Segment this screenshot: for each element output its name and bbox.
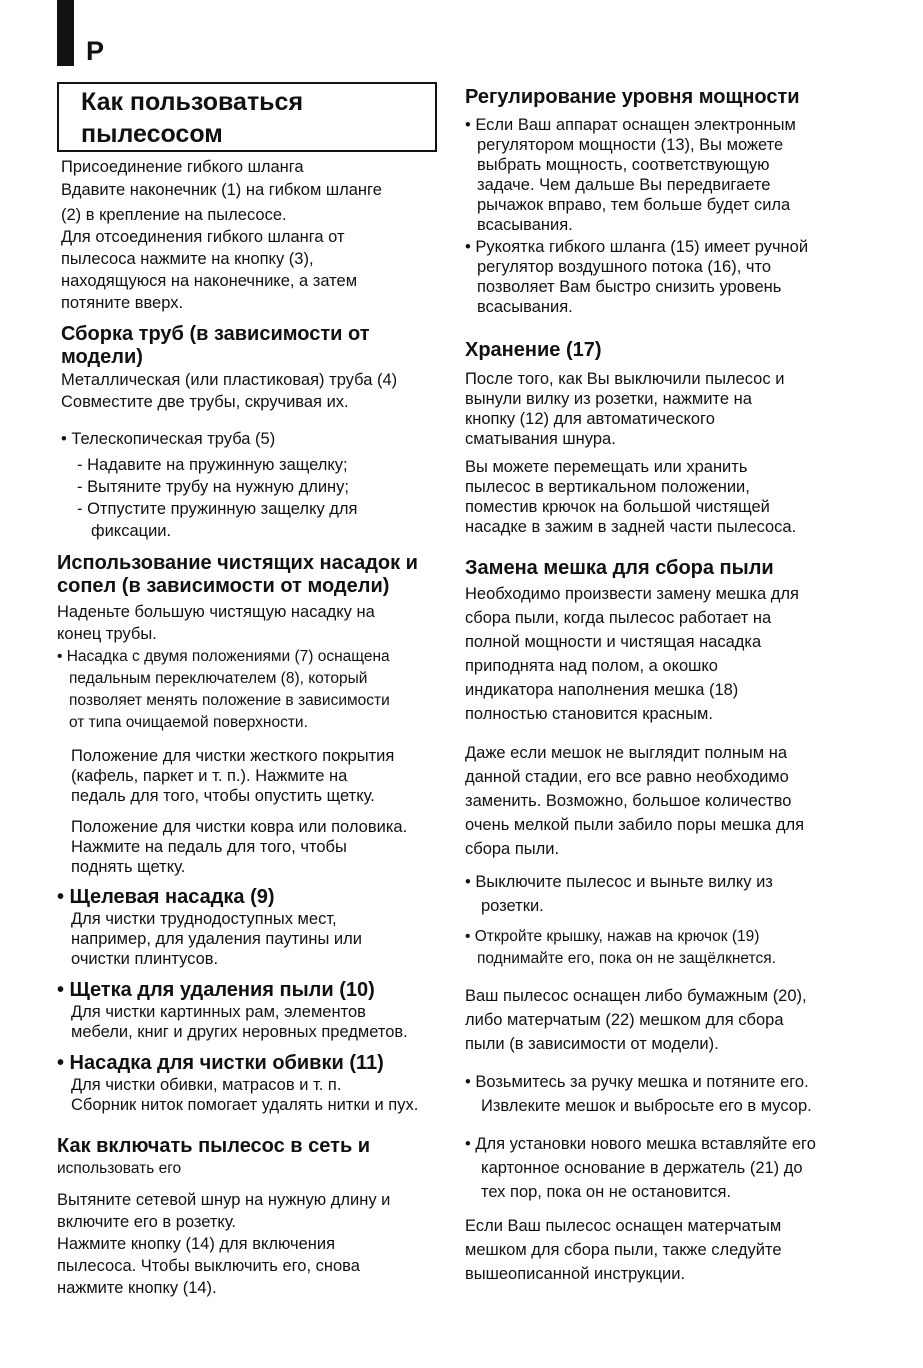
- tubes-text: Совместите две трубы, скручивая их.: [61, 393, 349, 411]
- plug-in-heading: Как включать пылесос в сеть и: [57, 1135, 371, 1157]
- telescopic-step: - Надавите на пружинную защелку;: [77, 456, 348, 474]
- hose-text: потяните вверх.: [61, 294, 184, 312]
- plug-in-section: [57, 1135, 457, 1299]
- bag-text: данной стадии, его все равно необходимо: [465, 768, 789, 786]
- tubes-section: [57, 323, 457, 542]
- crevice-text: Для чистки труднодоступных мест,: [71, 910, 337, 928]
- hard-floor-text: педаль для того, чтобы опустить щетку.: [71, 787, 375, 805]
- two-position-text: педальным переключателем (8), который: [69, 670, 368, 687]
- hose-text: Вдавите наконечник (1) на гибком шланге: [61, 181, 382, 199]
- tubes-text: Металлическая (или пластиковая) труба (4): [61, 371, 398, 389]
- two-position-bullet: • Насадка с двумя положениями (7) оснащена: [57, 648, 390, 665]
- nozzles-text: Наденьте большую чистящую насадку на: [57, 603, 375, 621]
- bag-section: [465, 557, 865, 1286]
- dust-brush-heading: • Щетка для удаления пыли (10): [57, 979, 375, 1001]
- bag-text: сбора пыли, когда пылесос работает на: [465, 609, 772, 627]
- bag-text: индикатора наполнения мешка (18): [465, 681, 739, 699]
- hose-section: [57, 156, 457, 314]
- power-text: задаче. Чем дальше Вы передвигаете: [477, 176, 771, 194]
- bag-text: очень мелкой пыли забило поры мешка для: [465, 816, 805, 834]
- left-column: [57, 82, 457, 1299]
- new-bag-bullet: • Для установки нового мешка вставляйте его: [465, 1135, 816, 1153]
- storage-text: Вы можете перемещать или хранить: [465, 458, 748, 476]
- bag-text: Даже если мешок не выглядит полным на: [465, 744, 788, 762]
- switch-off-bullet: • Выключите пылесос и выньте вилку из: [465, 873, 773, 891]
- plug-in-text: Вытяните сетевой шнур на нужную длину и: [57, 1191, 391, 1209]
- hard-floor-text: Положение для чистки жесткого покрытия: [71, 747, 395, 765]
- carpet-text: поднять щетку.: [71, 858, 186, 876]
- hard-floor-text: (кафель, паркет и т. п.). Нажмите на: [71, 767, 348, 785]
- storage-text: насадке в зажим в задней части пылесоса.: [465, 518, 797, 536]
- hose-text: (2) в крепление на пылесосе.: [61, 206, 287, 224]
- storage-text: кнопку (12) для автоматического: [465, 410, 715, 428]
- page-title-line1: Как пользоваться: [81, 88, 304, 116]
- storage-text: вынули вилку из розетки, нажмите на: [465, 390, 752, 408]
- page-title-line2: пылесосом: [81, 120, 223, 148]
- page-title-box: [57, 82, 437, 152]
- nozzles-heading: Использование чистящих насадок и: [57, 552, 418, 574]
- storage-text: После того, как Вы выключили пылесос и: [465, 370, 785, 388]
- dust-brush-text: Для чистки картинных рам, элементов: [71, 1003, 366, 1021]
- upholstery-text: Сборник ниток помогает удалять нитки и пух.: [71, 1096, 419, 1114]
- carpet-block: [57, 817, 457, 877]
- bag-type-text: Ваш пылесос оснащен либо бумажным (20),: [465, 987, 807, 1005]
- upholstery-section: [57, 1052, 457, 1115]
- plug-in-text: нажмите кнопку (14).: [57, 1279, 217, 1297]
- nozzles-text: конец трубы.: [57, 625, 157, 643]
- cloth-bag-text: вышеописанной инструкции.: [465, 1265, 686, 1283]
- bag-text: полной мощности и чистящая насадка: [465, 633, 762, 651]
- power-text: всасывания.: [477, 298, 573, 316]
- telescopic-step: - Вытяните трубу на нужную длину;: [77, 478, 350, 496]
- power-text: всасывания.: [477, 216, 573, 234]
- power-bullet: • Рукоятка гибкого шланга (15) имеет ручной: [465, 238, 809, 256]
- open-lid-text: поднимайте его, пока он не защёлкнется.: [477, 950, 776, 967]
- storage-text: сматывания шнура.: [465, 430, 616, 448]
- plug-in-subheading: использовать его: [57, 1160, 182, 1177]
- storage-text: поместив крючок на большой чистящей: [465, 498, 770, 516]
- upholstery-heading: • Насадка для чистки обивки (11): [57, 1052, 384, 1074]
- power-text: рычажок вправо, тем больше будет сила: [477, 196, 791, 214]
- tubes-heading: Сборка труб (в зависимости от: [61, 323, 370, 345]
- plug-in-text: пылесоса. Чтобы выключить его, снова: [57, 1257, 360, 1275]
- hose-heading: Присоединение гибкого шланга: [61, 158, 304, 176]
- open-lid-bullet: • Откройте крышку, нажав на крючок (19): [465, 928, 760, 945]
- bag-heading: Замена мешка для сбора пыли: [465, 557, 774, 579]
- new-bag-text: картонное основание в держатель (21) до: [481, 1159, 803, 1177]
- right-column: [465, 86, 865, 1286]
- hose-text: Для отсоединения гибкого шланга от: [61, 228, 345, 246]
- remove-bag-bullet: • Возьмитесь за ручку мешка и потяните его.: [465, 1073, 809, 1091]
- bag-type-text: либо матерчатым (22) мешком для сбора: [465, 1011, 784, 1029]
- plug-in-text: включите его в розетку.: [57, 1213, 237, 1231]
- telescopic-step: фиксации.: [91, 522, 172, 540]
- bag-text: сбора пыли.: [465, 840, 560, 858]
- storage-text: пылесос в вертикальном положении,: [465, 478, 750, 496]
- bag-text: приподнята над полом, а окошко: [465, 657, 718, 675]
- storage-section: [465, 339, 865, 537]
- power-bullet: • Если Ваш аппарат оснащен электронным: [465, 116, 796, 134]
- power-text: выбрать мощность, соответствующую: [477, 156, 770, 174]
- two-position-text: позволяет менять положение в зависимости: [69, 692, 390, 709]
- language-code: P: [86, 36, 105, 66]
- tubes-heading: модели): [61, 346, 143, 368]
- cloth-bag-text: мешком для сбора пыли, также следуйте: [465, 1241, 782, 1259]
- power-text: регулятором мощности (13), Вы можете: [477, 136, 784, 154]
- crevice-heading: • Щелевая насадка (9): [57, 886, 275, 908]
- power-heading: Регулирование уровня мощности: [465, 86, 800, 108]
- hose-text: находящуюся на наконечнике, а затем: [61, 272, 358, 290]
- hose-text: пылесоса нажмите на кнопку (3),: [61, 250, 314, 268]
- hard-floor-block: [57, 746, 457, 806]
- crevice-text: например, для удаления паутины или: [71, 930, 362, 948]
- storage-heading: Хранение (17): [465, 339, 602, 361]
- telescopic-bullet: • Телескопическая труба (5): [61, 430, 276, 448]
- dust-brush-section: [57, 979, 457, 1042]
- remove-bag-text: Извлеките мешок и выбросьте его в мусор.: [481, 1097, 812, 1115]
- carpet-text: Положение для чистки ковра или половика.: [71, 818, 408, 836]
- nozzles-section: [57, 552, 457, 877]
- plug-in-text: Нажмите кнопку (14) для включения: [57, 1235, 336, 1253]
- dust-brush-text: мебели, книг и других неровных предметов.: [71, 1023, 408, 1041]
- cloth-bag-text: Если Ваш пылесос оснащен матерчатым: [465, 1217, 782, 1235]
- two-position-text: от типа очищаемой поверхности.: [69, 714, 308, 731]
- bag-type-text: пыли (в зависимости от модели).: [465, 1035, 719, 1053]
- upholstery-text: Для чистки обивки, матрасов и т. п.: [71, 1076, 342, 1094]
- crevice-text: очистки плинтусов.: [71, 950, 219, 968]
- new-bag-text: тех пор, пока он не остановится.: [481, 1183, 732, 1201]
- crevice-section: [57, 886, 457, 969]
- bag-text: заменить. Возможно, большое количество: [465, 792, 792, 810]
- switch-off-text: розетки.: [481, 897, 544, 915]
- bag-text: Необходимо произвести замену мешка для: [465, 585, 799, 603]
- bag-text: полностью становится красным.: [465, 705, 713, 723]
- nozzles-heading: сопел (в зависимости от модели): [57, 575, 390, 597]
- telescopic-step: - Отпустите пружинную защелку для: [77, 500, 358, 518]
- power-text: регулятор воздушного потока (16), что: [477, 258, 772, 276]
- language-marker-bar: [57, 0, 74, 66]
- power-text: позволяет Вам быстро снизить уровень: [477, 278, 782, 296]
- power-section: [465, 86, 865, 317]
- carpet-text: Нажмите на педаль для того, чтобы: [71, 838, 347, 856]
